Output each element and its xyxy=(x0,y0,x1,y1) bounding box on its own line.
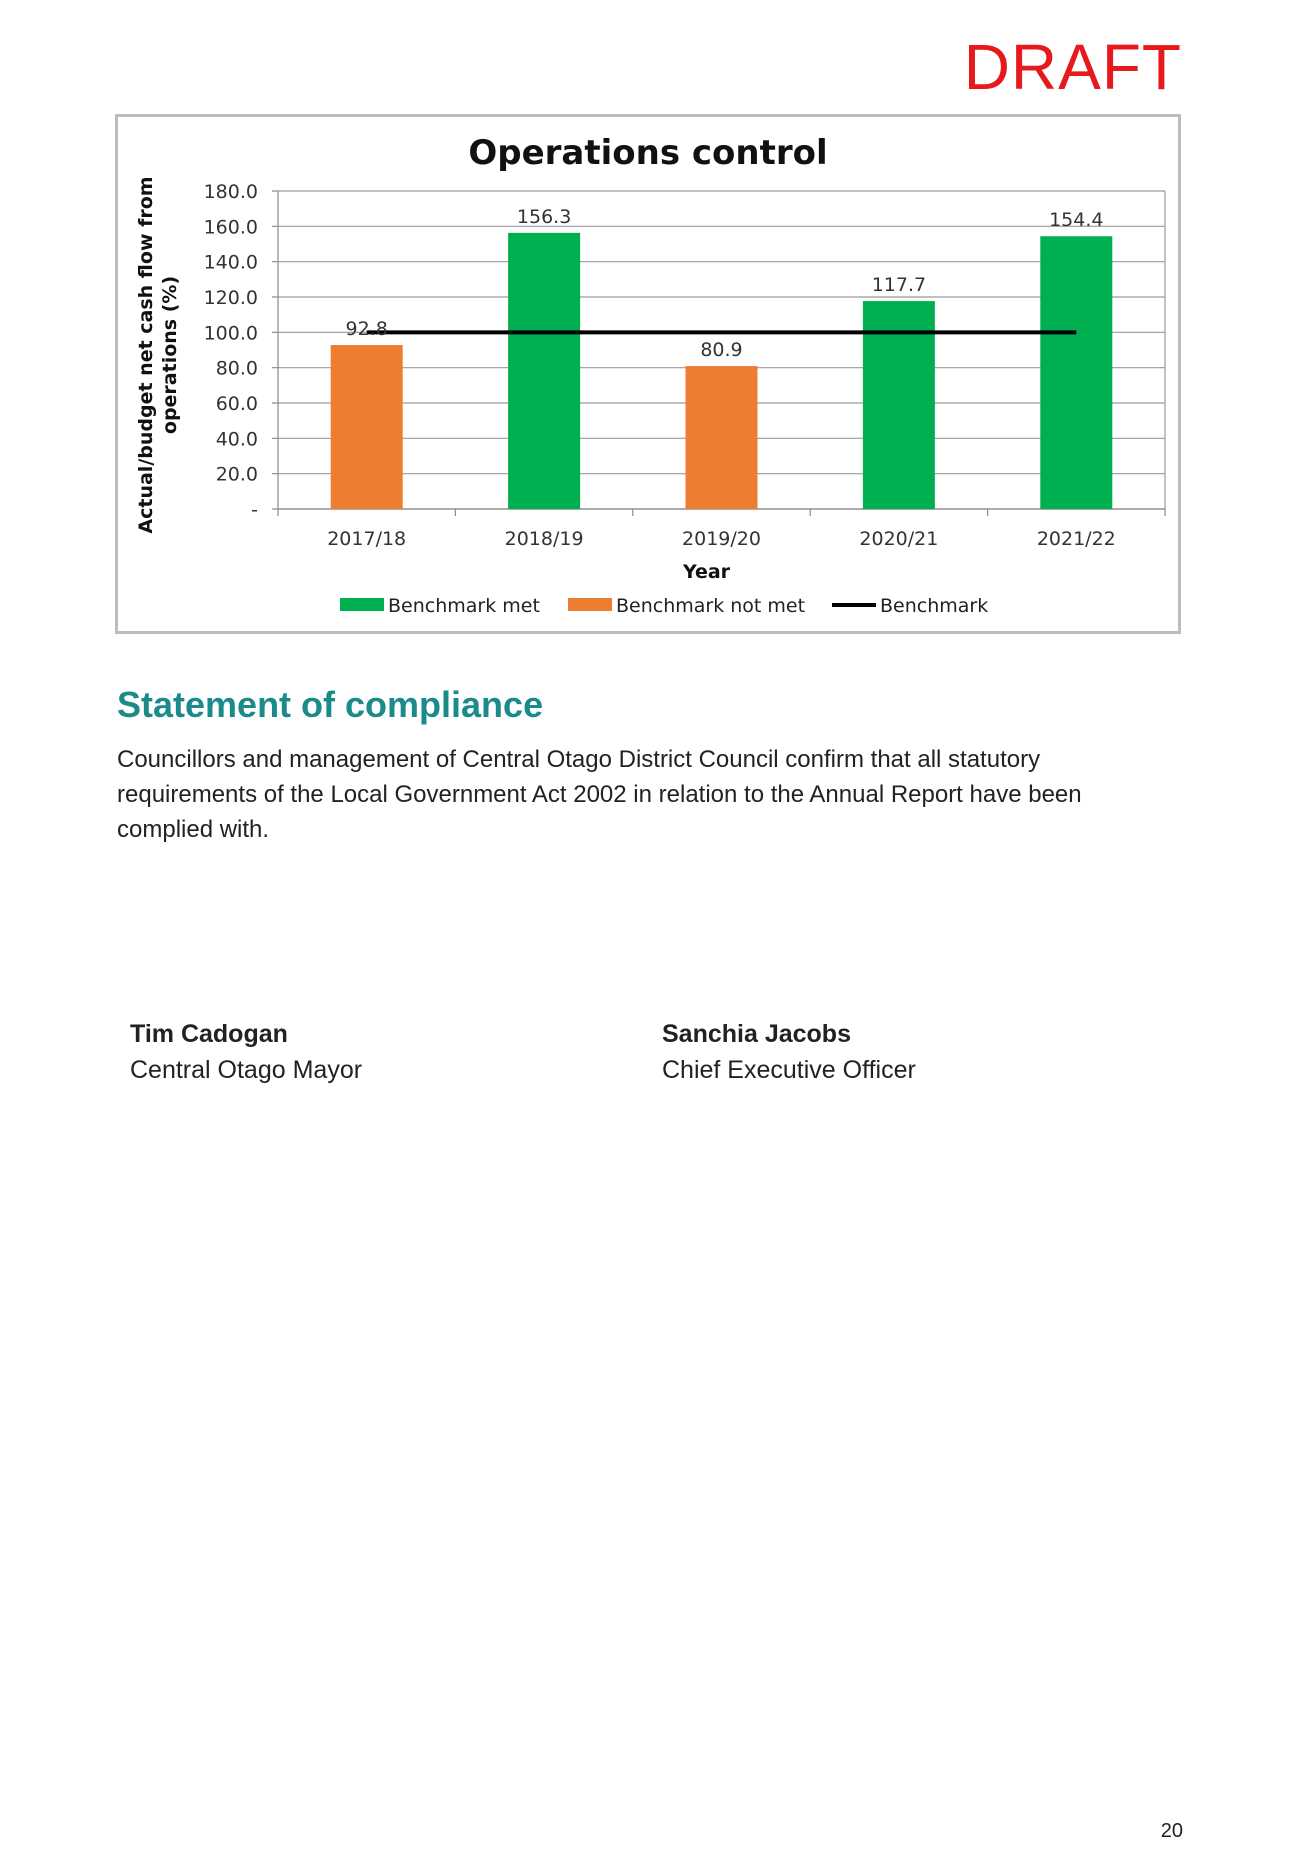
legend-label: Benchmark not met xyxy=(616,595,806,617)
legend-label: Benchmark met xyxy=(388,595,540,617)
chart-svg xyxy=(118,117,1178,631)
section-title: Statement of compliance xyxy=(117,684,544,725)
x-tick-label: 2020/21 xyxy=(859,528,939,550)
y-tick-label: 80.0 xyxy=(215,357,258,380)
y-tick-label: 60.0 xyxy=(215,393,258,415)
data-label: 154.4 xyxy=(1049,209,1104,232)
y-tick-label: 160.0 xyxy=(203,216,258,239)
y-axis-title-line2: operations (%) xyxy=(159,275,181,435)
data-label: 156.3 xyxy=(516,205,572,228)
signatory-name: Sanchia Jacobs xyxy=(662,1020,851,1048)
y-tick-label: 140.0 xyxy=(203,251,258,274)
x-tick-label: 2019/20 xyxy=(682,528,761,550)
y-axis-title-line1: Actual/budget net cash flow from xyxy=(135,176,157,534)
bar-2017-18 xyxy=(331,345,403,509)
y-tick-label: 20.0 xyxy=(215,463,258,486)
data-label: 92.8 xyxy=(345,318,388,341)
chart-title: Operations control xyxy=(468,133,828,173)
x-tick-label: 2018/19 xyxy=(504,528,584,550)
x-tick-label: 2021/22 xyxy=(1036,528,1116,550)
bar-2021-22 xyxy=(1040,236,1112,509)
draft-watermark: DRAFT xyxy=(963,31,1182,103)
y-tick-label: 100.0 xyxy=(203,322,258,345)
y-tick-label: 120.0 xyxy=(203,287,258,309)
legend-swatch xyxy=(568,598,612,611)
data-label: 117.7 xyxy=(871,274,927,297)
x-axis-title: Year xyxy=(682,561,731,583)
operations-control-chart xyxy=(115,114,1181,634)
bar-2018-19 xyxy=(508,233,580,509)
compliance-statement: Councillors and management of Central Otago District Council confirm that all statutory requirements of the Local Government Act 2002 in relation to the Annual Report have been complied with. xyxy=(117,746,1082,843)
legend-swatch xyxy=(340,598,384,611)
signatory-mayor xyxy=(130,1016,362,1088)
signatory-role: Central Otago Mayor xyxy=(130,1056,363,1084)
bar-2019-20 xyxy=(686,366,758,509)
signatory-role: Chief Executive Officer xyxy=(662,1056,916,1084)
y-tick-label: - xyxy=(251,499,258,521)
signatory-name: Tim Cadogan xyxy=(130,1020,288,1048)
legend-label: Benchmark xyxy=(880,595,989,617)
signatory-ceo xyxy=(662,1016,916,1088)
page-number: 20 xyxy=(1160,1820,1183,1842)
y-tick-label: 180.0 xyxy=(203,181,258,203)
data-label: 80.9 xyxy=(700,339,743,362)
y-tick-label: 40.0 xyxy=(215,428,258,451)
x-tick-label: 2017/18 xyxy=(327,528,407,550)
